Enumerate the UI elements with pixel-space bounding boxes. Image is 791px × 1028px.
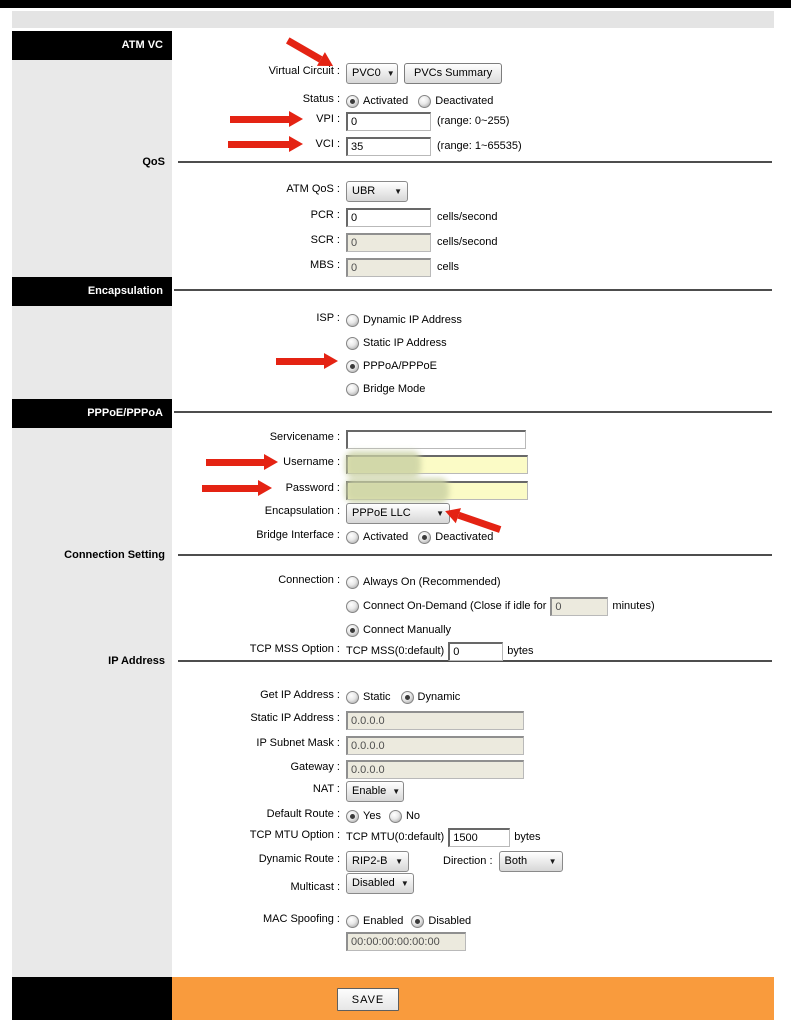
username-label: Username : [283,456,340,468]
vpi-input[interactable]: 0 [346,112,431,131]
radio-icon[interactable] [346,95,359,108]
save-button[interactable]: SAVE [337,988,399,1011]
tcp-mss-row [0,640,791,662]
connection-on-demand-row [0,595,791,617]
subnet-input: 0.0.0.0 [346,736,524,755]
servicename-label: Servicename : [269,431,340,443]
get-ip-label: Get IP Address : [260,689,340,701]
radio-icon[interactable] [346,915,359,928]
divider [174,411,772,413]
radio-icon[interactable] [346,691,359,704]
atm-qos-label: ATM QoS : [286,183,340,195]
tcp-mtu-prefix: TCP MTU(0:default) [346,831,445,843]
multicast-label: Multicast : [290,881,340,893]
radio-icon[interactable] [346,337,359,350]
scr-label: SCR : [310,234,340,246]
get-ip-row [0,686,791,708]
mac-disabled-radio[interactable]: Disabled [411,915,471,928]
virtual-circuit-label: Virtual Circuit : [268,65,340,77]
mac-spoofing-label: MAC Spoofing : [262,913,340,925]
multicast-row [0,872,791,894]
scr-unit: cells/second [437,236,498,248]
vci-input[interactable]: 35 [346,137,431,156]
atm-qos-select[interactable]: UBR ▼ [346,181,408,202]
nat-row [0,780,791,802]
idle-minutes-input: 0 [550,597,608,616]
mac-address-input: 00:00:00:00:00:00 [346,932,466,951]
tcp-mtu-row [0,826,791,848]
isp-row-bridge [0,378,791,400]
connection-manually-row [0,619,791,641]
radio-icon[interactable] [401,691,414,704]
isp-row-static [0,332,791,354]
get-ip-dynamic-radio[interactable]: Dynamic [401,691,461,704]
top-menu-strip [12,11,774,28]
mbs-label: MBS : [310,259,340,271]
on-demand-suffix: minutes) [612,600,655,612]
multicast-select[interactable]: Disabled ▼ [346,873,414,894]
dropdown-caret-icon: ▼ [386,68,395,78]
divider [174,289,772,291]
default-route-row [0,805,791,827]
tcp-mss-label: TCP MSS Option : [249,643,340,655]
status-activated-radio[interactable]: Activated [346,95,408,108]
redaction-blur [345,478,449,503]
isp-static-radio[interactable]: Static IP Address [346,337,447,350]
dropdown-caret-icon: ▼ [395,856,403,866]
isp-pppoa-pppoe-radio[interactable]: PPPoA/PPPoE [346,360,437,373]
dropdown-caret-icon: ▼ [394,186,402,196]
connect-manually-radio[interactable]: Connect Manually [346,624,451,637]
footer-orange-bar [172,977,774,1020]
pcr-label: PCR : [310,209,340,221]
gateway-input: 0.0.0.0 [346,760,524,779]
section-header-encapsulation: Encapsulation [12,277,172,306]
section-header-atm-vc: ATM VC [12,31,172,60]
connection-label: Connection : [278,574,340,586]
subnet-row [0,734,791,756]
vci-range-hint: (range: 1~65535) [437,140,522,152]
dropdown-caret-icon: ▼ [548,856,557,866]
mbs-input: 0 [346,258,431,277]
scr-row [0,231,791,253]
annotation-arrow-password [202,480,272,496]
footer-black-block [12,977,172,1020]
radio-icon[interactable] [346,360,359,373]
encapsulation-select[interactable]: PPPoE LLC ▼ [346,503,450,524]
radio-icon[interactable] [346,576,359,589]
dynamic-route-row [0,850,791,872]
connection-always-on-row [0,571,791,593]
dropdown-caret-icon: ▼ [436,508,444,518]
section-header-pppoe-pppoa: PPPoE/PPPoA [12,399,172,428]
static-ip-input: 0.0.0.0 [346,711,524,730]
encapsulation-row [0,502,791,524]
vci-row [0,135,791,157]
username-row [0,453,791,475]
radio-icon[interactable] [346,531,359,544]
radio-icon[interactable] [418,531,431,544]
vpi-label: VPI : [316,113,340,125]
radio-icon[interactable] [418,95,431,108]
default-route-label: Default Route : [266,808,340,820]
tcp-mss-input[interactable]: 0 [448,642,503,661]
status-row [0,90,791,112]
vpi-row [0,110,791,132]
isp-row-dynamic [0,309,791,331]
section-label-connection-setting: Connection Setting [64,549,165,561]
divider [178,161,772,163]
bridge-interface-label: Bridge Interface : [256,529,340,541]
pcr-row [0,206,791,228]
vpi-range-hint: (range: 0~255) [437,115,510,127]
gateway-row [0,758,791,780]
tcp-mtu-label: TCP MTU Option : [249,829,340,841]
username-input[interactable] [346,455,528,474]
pvcs-summary-button[interactable]: PVCs Summary [404,63,502,84]
redaction-blur [345,451,421,478]
nat-label: NAT : [312,783,340,795]
direction-label: Direction : [443,855,493,867]
gateway-label: Gateway : [290,761,340,773]
divider [178,554,772,556]
get-ip-static-radio[interactable]: Static [346,691,391,704]
tcp-mtu-unit: bytes [514,831,541,843]
static-ip-label: Static IP Address : [250,712,340,724]
vci-label: VCI : [315,138,340,150]
annotation-arrow-vpi [230,111,303,127]
annotation-arrow-pppoa-pppoe [276,353,338,369]
default-route-no-radio[interactable]: No [389,810,420,823]
radio-icon[interactable] [346,810,359,823]
top-black-bar [0,0,791,8]
tcp-mss-unit: bytes [507,645,534,657]
direction-select[interactable]: Both ▼ [499,851,563,872]
pcr-unit: cells/second [437,211,498,223]
subnet-label: IP Subnet Mask : [256,737,340,749]
isp-dynamic-radio[interactable]: Dynamic IP Address [346,314,462,327]
isp-label: ISP : [316,312,340,324]
radio-icon[interactable] [346,600,359,613]
radio-icon[interactable] [346,314,359,327]
mbs-row [0,256,791,278]
virtual-circuit-row [0,62,791,84]
bridge-activated-radio[interactable]: Activated [346,531,408,544]
mac-enabled-radio[interactable]: Enabled [346,915,403,928]
dropdown-caret-icon: ▼ [392,786,401,796]
annotation-arrow-username [206,454,278,470]
dropdown-caret-icon: ▼ [400,878,409,888]
isp-bridge-radio[interactable]: Bridge Mode [346,383,425,396]
radio-icon[interactable] [411,915,424,928]
mac-spoofing-row [0,910,791,932]
mbs-unit: cells [437,261,460,273]
mac-address-row [0,930,791,952]
bridge-deactivated-radio[interactable]: Deactivated [418,531,493,544]
nat-select[interactable]: Enable ▼ [346,781,404,802]
servicename-row [0,428,791,450]
on-demand-radio[interactable]: Connect On-Demand (Close if idle for [346,600,546,613]
always-on-radio[interactable]: Always On (Recommended) [346,576,501,589]
static-ip-row [0,709,791,731]
atm-qos-row [0,180,791,202]
radio-icon[interactable] [346,383,359,396]
virtual-circuit-select[interactable]: PVC0 ▼ [346,63,398,84]
default-route-yes-radio[interactable]: Yes [346,810,381,823]
section-label-ip-address: IP Address [108,655,165,667]
scr-input: 0 [346,233,431,252]
section-label-qos: QoS [142,156,165,168]
password-input[interactable] [346,481,528,500]
dynamic-route-select[interactable]: RIP2-B ▼ [346,851,409,872]
status-deactivated-radio[interactable]: Deactivated [418,95,493,108]
radio-icon[interactable] [346,624,359,637]
radio-icon[interactable] [389,810,402,823]
tcp-mss-prefix: TCP MSS(0:default) [346,645,445,657]
pcr-input[interactable]: 0 [346,208,431,227]
dynamic-route-label: Dynamic Route : [258,853,340,865]
password-label: Password : [285,482,340,494]
bridge-interface-row [0,526,791,548]
servicename-input[interactable] [346,430,526,449]
encapsulation-label: Encapsulation : [264,505,340,517]
status-label: Status : [302,93,340,105]
annotation-arrow-vci [228,136,303,152]
isp-row-pppoa-pppoe [0,355,791,377]
password-row [0,479,791,501]
tcp-mtu-input[interactable]: 1500 [448,828,510,847]
